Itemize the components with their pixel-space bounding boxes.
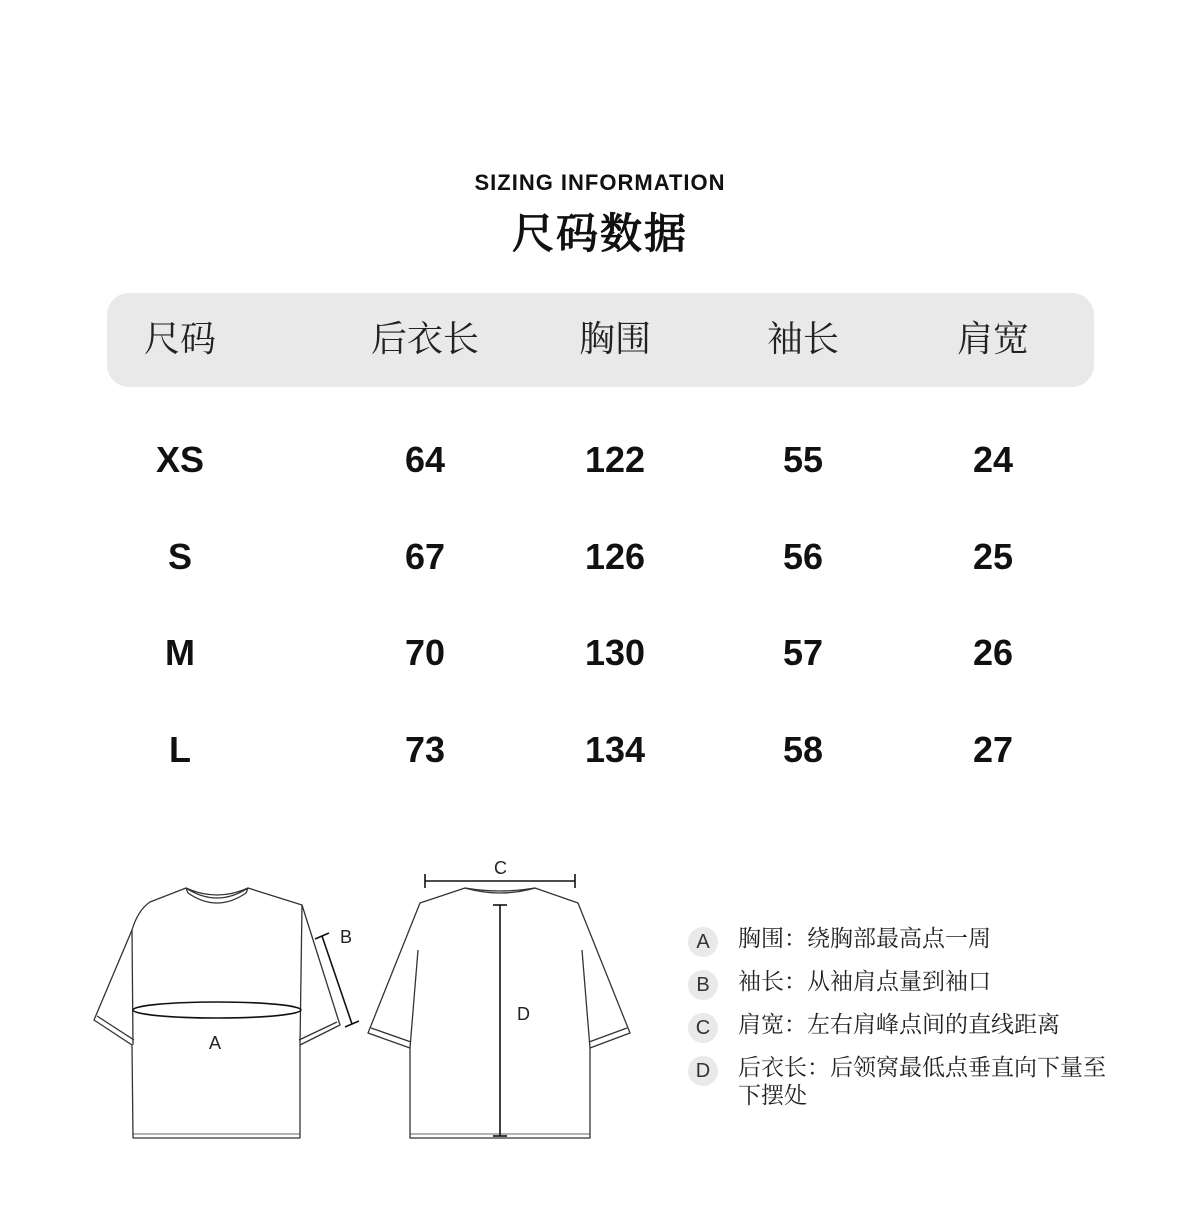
back-tshirt-outline — [368, 888, 630, 1138]
legend-item-sleeve — [688, 968, 1168, 996]
legend-item-chest — [688, 925, 1168, 953]
label-a: A — [209, 1033, 222, 1053]
table-row — [0, 623, 1200, 683]
back-length-cell: 64 — [404, 439, 446, 480]
label-d: D — [517, 1004, 530, 1024]
title-english: SIZING INFORMATION — [474, 170, 726, 195]
legend-item-back-length — [688, 1054, 1108, 1110]
table-row — [0, 430, 1200, 490]
shoulder-cell: 25 — [972, 536, 1014, 577]
front-tshirt-outline — [94, 888, 340, 1138]
chest-cell: 134 — [584, 729, 646, 770]
header-size: 尺码 — [143, 319, 216, 360]
back-length-measure-line — [493, 905, 507, 1136]
size-cell: S — [167, 536, 192, 577]
chest-cell: 122 — [584, 439, 646, 480]
header-shoulder: 肩宽 — [956, 319, 1029, 360]
sleeve-measure-line — [315, 933, 359, 1027]
table-row — [0, 527, 1200, 587]
size-cell: L — [169, 729, 191, 770]
legend-text: 后衣长：后领窝最低点垂直向下量至下摆处 — [738, 1055, 1106, 1109]
chest-cell: 130 — [584, 632, 646, 673]
table-row — [0, 720, 1200, 780]
header-sleeve: 袖长 — [766, 319, 839, 360]
legend-badge-c: C — [688, 1013, 718, 1043]
sleeve-cell: 57 — [782, 632, 824, 673]
header-back-length: 后衣长 — [370, 319, 479, 360]
label-c: C — [494, 858, 507, 878]
legend-text: 袖长：从袖肩点量到袖口 — [738, 969, 991, 995]
sleeve-cell: 55 — [782, 439, 824, 480]
shoulder-cell: 24 — [972, 439, 1014, 480]
legend-item-shoulder — [688, 1011, 1168, 1039]
chest-measure-line — [133, 1002, 301, 1018]
legend-badge-b: B — [688, 970, 718, 1000]
sleeve-cell: 56 — [782, 536, 824, 577]
back-length-cell: 73 — [404, 729, 446, 770]
table-header — [107, 293, 1094, 387]
title-chinese: 尺码数据 — [511, 209, 688, 258]
shoulder-cell: 26 — [972, 632, 1014, 673]
header-chest: 胸围 — [578, 319, 651, 360]
label-b: B — [340, 927, 353, 947]
legend-text: 胸围：绕胸部最高点一周 — [738, 926, 991, 952]
tshirt-diagram — [0, 840, 680, 1160]
legend-badge-d: D — [688, 1056, 718, 1086]
sleeve-cell: 58 — [782, 729, 824, 770]
chest-cell: 126 — [584, 536, 646, 577]
size-cell: XS — [155, 439, 205, 480]
legend-badge-a: A — [688, 927, 718, 957]
back-length-cell: 70 — [404, 632, 446, 673]
size-cell: M — [165, 632, 195, 673]
measurement-legend — [688, 925, 1168, 1125]
legend-text: 肩宽：左右肩峰点间的直线距离 — [738, 1012, 1060, 1038]
shoulder-cell: 27 — [972, 729, 1014, 770]
back-length-cell: 67 — [404, 536, 446, 577]
